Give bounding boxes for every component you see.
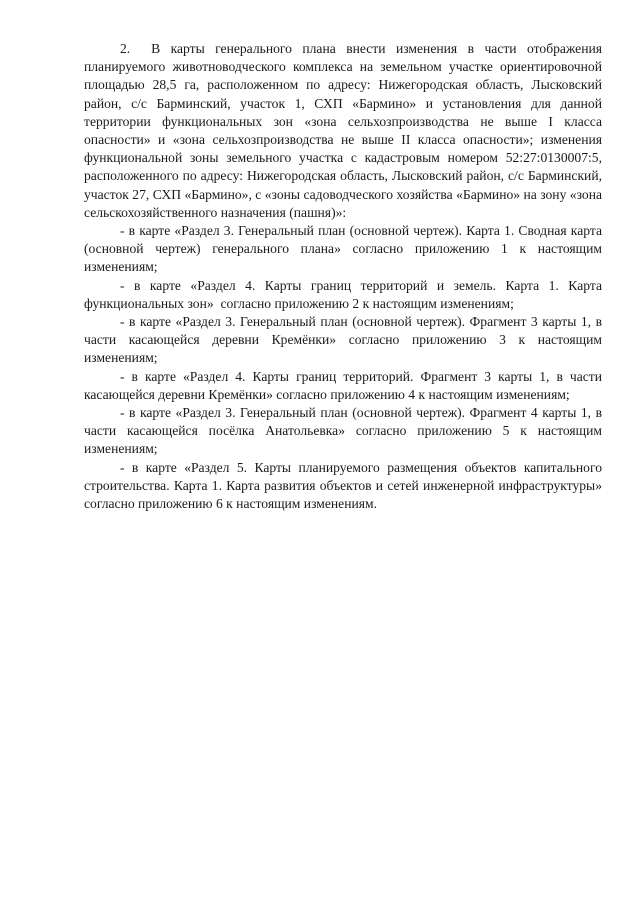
document-body — [84, 40, 602, 513]
list-item-map-2: - в карте «Раздел 4. Карты границ территорий и земель. Карта 1. Карта функциональных зон» согласно приложению 2 к настоящим изменениям; — [84, 277, 602, 311]
list-item-map-4: - в карте «Раздел 4. Карты границ территорий. Фрагмент 3 карты 1, в части касающейся деревни Кремёнки» согласно приложению 4 к настоящим изменениям; — [84, 368, 602, 402]
list-item-map-5: - в карте «Раздел 3. Генеральный план (основной чертеж). Фрагмент 4 карты 1, в части касающейся посёлка Анатольевка» согласно приложению 5 к настоящим изменениям; — [84, 405, 602, 457]
paragraph-item-2: 2. В карты генерального плана внести изменения в части отображения планируемого животноводческого комплекса на земельном участке ориентировочной площадью 28,5 га, расположенном по адресу: Нижегородская область, Лысковский район, с/с Барминский, участок 1, СХП «Бармино» и установления для данной территории функциональных зон «зона сельхозпроизводства не выше I класса опасности» и «зона сельхозпроизводства не выше II класса опасности»; изменения функциональной зоны земельного участка с кадастровым номером 52:27:0130007:5, расположенного по адресу: Нижегородская область, Лысковский район, с/с Барминский, участок 27, СХП «Бармино», с «зоны садоводческого хозяйства «Бармино» на зону «зона сельскохозяйственного назначения (пашня)»: — [84, 41, 602, 220]
list-item-map-6: - в карте «Раздел 5. Карты планируемого размещения объектов капитального строительства. Карта 1. Карта развития объектов и сетей инженерной инфраструктуры» согласно приложению 6 к настоящим изменениям. — [84, 459, 602, 512]
list-item-map-3: - в карте «Раздел 3. Генеральный план (основной чертеж). Фрагмент 3 карты 1, в части касающейся деревни Кремёнки» согласно приложению 3 к настоящим изменениям; — [84, 314, 602, 366]
list-item-map-1: - в карте «Раздел 3. Генеральный план (основной чертеж). Карта 1. Сводная карта (основной чертеж) генерального плана» согласно приложению 1 к настоящим изменениям; — [84, 223, 602, 275]
